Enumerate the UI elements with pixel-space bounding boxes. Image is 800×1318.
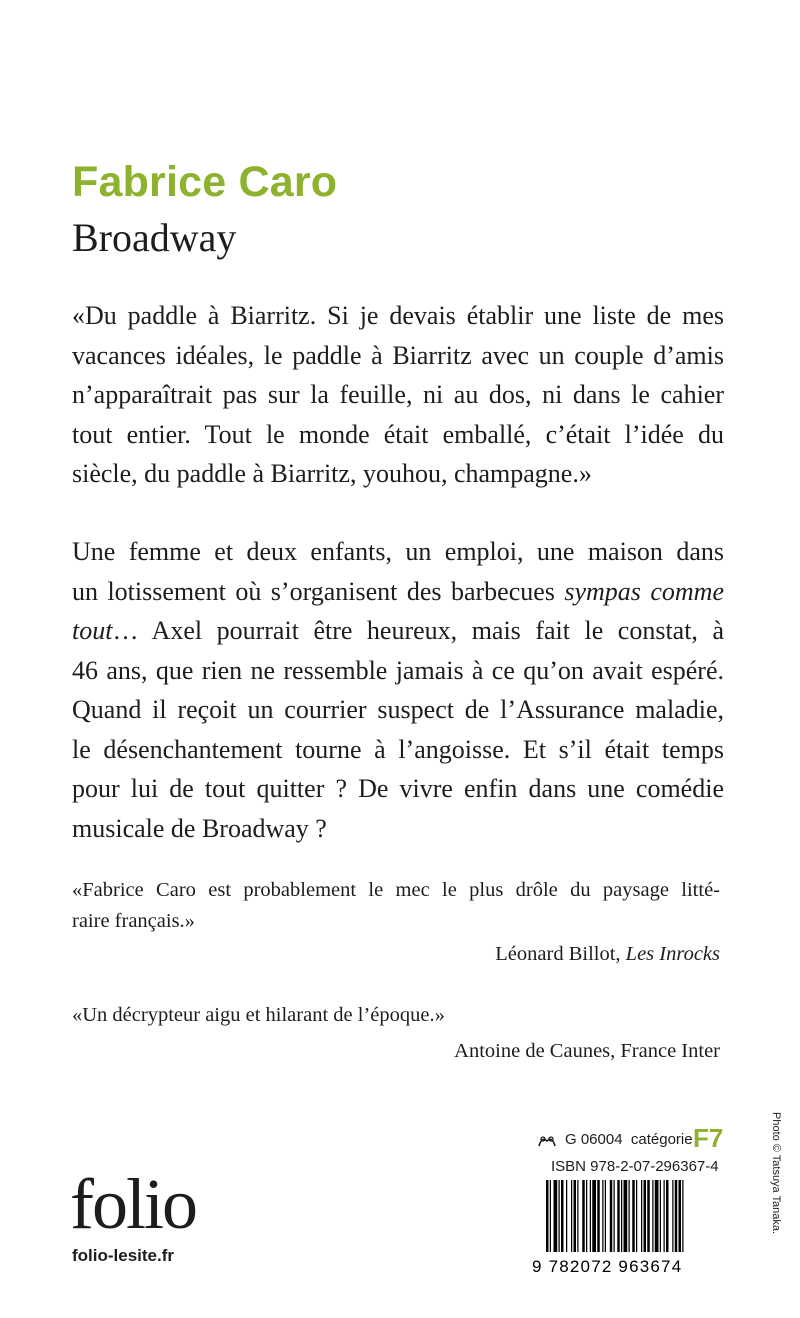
summary-paragraph — [72, 532, 724, 848]
author-name: Fabrice Caro — [72, 158, 338, 206]
excerpt-line: n’apparaîtrait pas sur la feuille, ni au dos, ni dans le cahier — [72, 380, 724, 409]
summary-line: 46 ans, que rien ne ressemble jamais à ce qu’on avait espéré. — [72, 655, 724, 685]
summary-line: pour lui de tout quitter ? De vivre enfin dans une comédie — [72, 774, 724, 803]
summary-italic: sympas comme — [564, 576, 724, 606]
summary-italic: tout — [72, 616, 113, 645]
isbn: ISBN 978-2-07-296367-4 — [551, 1158, 719, 1175]
barcode-icon — [532, 1180, 720, 1276]
excerpt-line: «Du paddle à Biarritz. Si je devais établir une liste de mes — [72, 301, 724, 330]
review-line: «Fabrice Caro est probablement le mec le plus drôle du paysage litté- — [72, 879, 720, 901]
review-publication: Les Inrocks — [625, 943, 720, 965]
summary-line: Une femme et deux enfants, un emploi, une maison dans — [72, 537, 724, 566]
barcode-digits: 9 782072 963674 — [532, 1257, 683, 1276]
publisher-emblem-icon — [537, 1132, 557, 1150]
publisher-logo: folio — [70, 1164, 196, 1244]
category-code: F7 — [693, 1123, 724, 1153]
summary-line: musicale de Broadway ? — [72, 813, 327, 843]
excerpt-line: vacances idéales, le paddle à Biarritz avec un couple d’amis — [72, 340, 724, 370]
review-line: raire français.» — [72, 910, 195, 932]
review-quote — [72, 875, 720, 937]
summary-line: Quand il reçoit un courrier suspect de l’Assurance maladie, — [72, 695, 724, 724]
catalog-code: G 06004 catégorie — [565, 1131, 693, 1148]
review-source: Antoine de Caunes, France Inter — [454, 1040, 720, 1062]
excerpt-line: siècle, du paddle à Biarritz, youhou, champagne.» — [72, 459, 592, 488]
photo-credit: Photo © Tatsuya Tanaka. — [770, 1112, 782, 1235]
publisher-website[interactable]: folio-lesite.fr — [72, 1246, 175, 1265]
book-title: Broadway — [72, 215, 237, 260]
excerpt-paragraph — [72, 296, 724, 494]
excerpt-line: tout entier. Tout le monde était emballé, c’était l’idée du — [72, 419, 724, 449]
summary-line: tout… Axel pourrait être heureux, mais fait le constat, à — [72, 616, 724, 645]
review-quote: «Un décrypteur aigu et hilarant de l’époque.» — [72, 1004, 445, 1026]
summary-line: le désenchantement tourne à l’angoisse. Et s’il était temps — [72, 734, 724, 764]
category-label: catégorie — [630, 1131, 693, 1148]
review-source: Léonard Billot, Les Inrocks — [495, 943, 720, 965]
summary-line: un lotissement où s’organisent des barbecues sympas comme — [72, 576, 724, 606]
